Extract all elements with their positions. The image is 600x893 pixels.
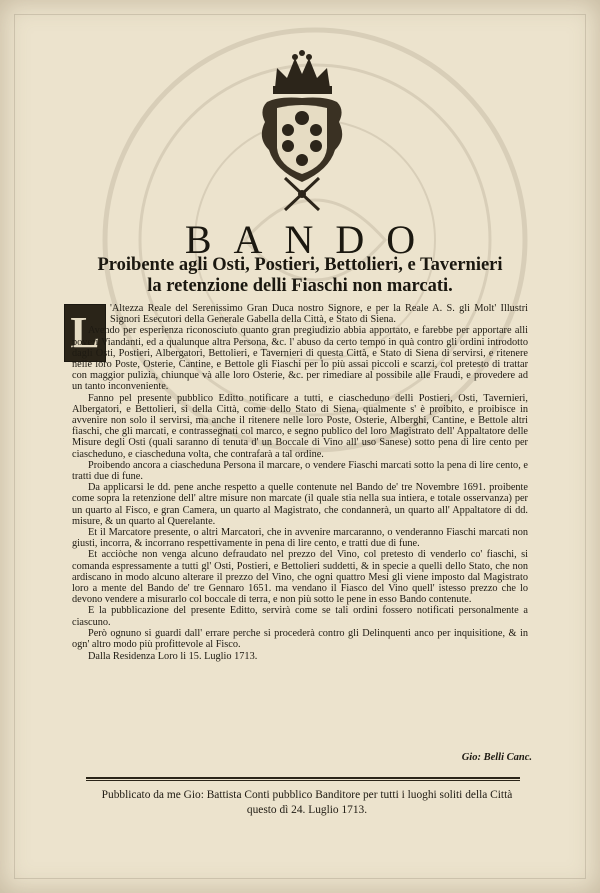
signature: Gio: Belli Canc. xyxy=(461,752,532,763)
divider-rule-thin xyxy=(86,780,520,781)
document-subtitle-line1: Proibente agli Osti, Postieri, Bettolieri, e Tavernieri xyxy=(97,255,503,275)
drop-cap-initial: L xyxy=(64,304,106,362)
publication-line1: Pubblicato da me Gio: Battista Conti pubblico Banditore per tutti i luoghi soliti della Città xyxy=(101,789,513,801)
paragraph: 'Altezza Reale del Serenissimo Gran Duca nostro Signore, e per la Reale A. S. gli Molt' Illustri Signori Esecutori della Generale Gabella della Città, e Stato di Siena. xyxy=(110,303,528,326)
decree-body xyxy=(72,303,528,663)
paragraph: Però ognuno si guardi dall' errare perche si procederà contro gli Delinquenti anco per inquisitione, & in ogn' altro modo più profittevole al Fisco. xyxy=(72,627,528,651)
publication-line2: questo dì 24. Luglio 1713. xyxy=(246,804,368,816)
divider-rule xyxy=(86,777,520,779)
paragraph: Et acciòche non venga alcuno defraudato nel prezzo del Vino, col pretesto di venderlo co' fiaschi, si comanda espressamente a tutti gl' Osti, Postieri, e Bettolieri suddetti, & in specie a quelli dello Stato, che non ardiscano in modo alcuno alterare il prezzo del Vino, che ogni quattro Mesi gli viene imposto dal Magistrato loro a mente del Bando de' tre Gennaro 1651. ma vendano il Fiasco del Vino quell' istesso prezzo che lo devono vendere a misurarlo col boccale di terra, e non più sotto le pene in esso Bando contenute. xyxy=(72,549,528,606)
paragraph: Proibendo ancora a ciascheduna Persona il marcare, o vendere Fiaschi marcati sotto la pena di lire cento, e tratti due di fune. xyxy=(72,459,528,483)
paragraph: Da applicarsi le dd. pene anche respetto a quelle contenute nel Bando de' tre Novembre 1691. proibente come sopra la retenzione dell' altre misure non marcate (il quale stia nella sua intiera, e totale osservanza) per un quarto al Fisco, e gran Camera, un quarto al Magistrato, che condannerà, un quarto all' Appaltatore di dd. misure, & un quarto al Querelante. xyxy=(72,482,528,527)
document-title: BANDO xyxy=(184,217,438,262)
paragraph: Fanno pel presente pubblico Editto notificare a tutti, e ciascheduno delli Postieri, Osti, Tavernieri, Albergatori, e Bettolieri, si della Città, come dello Stato di Siena, qualmente s' è proibito, e proibisce in avvenire non solo il servirsi, ma anche il ritenere nelle loro Poste, Osterie, Alberghi, Cantine, e Bettole altri fiaschi, che gli marcati, e contrassegnati col marco, e segno publico del loro Magistrato dell' Appaltatore delle Misure degli Osti (quali saranno di tenuta d' un Boccale di Vino all' uso Sanese) sotto pena di lire cento per ciascheduno, e ciascheduna volta, che contrafarà a tal ordine. xyxy=(72,392,528,460)
document-subtitle-line2: la retenzione delli Fiaschi non marcati. xyxy=(147,276,453,296)
paragraph: Et il Marcatore presente, o altri Marcatori, che in avvenire marcaranno, o venderanno Fiaschi marcati non giusti, incorra, & incorrano respettivamente in pena di lire cento, e tratti due di fune. xyxy=(72,527,528,550)
paragraph: E la pubblicazione del presente Editto, servirà come se tali ordini fossero notificati personalmente a ciascuno. xyxy=(72,605,528,628)
publication-note xyxy=(72,788,542,818)
place-date: Dalla Residenza Loro li 15. Luglio 1713. xyxy=(88,651,258,663)
medici-crest-icon xyxy=(255,50,350,215)
paragraph: Avendo per esperienza riconosciuto quanto gran pregiudizio abbia apportato, e farebbe per apportare alli poveri Viandanti, ed a qualunque altra Persona, &c. l' abuso da certo tempo in quà contro gli ordini introdotto dagli Osti, Postieri, Albergatori, Bettolieri, e Tavernieri di questa Città, e Stato di Siena di servirsi, e ritenere nelle loro Poste, Osterie, Cantine, e Bettole gli Fiaschi per lo più assai piccoli e scarzi, col pretesto di trattar con maggior pulizia, chiunque và alle loro Osterie, &c. per rimediare al possibile alle Fraudi, e provedere ad un tanto inconveniente. xyxy=(72,325,528,393)
